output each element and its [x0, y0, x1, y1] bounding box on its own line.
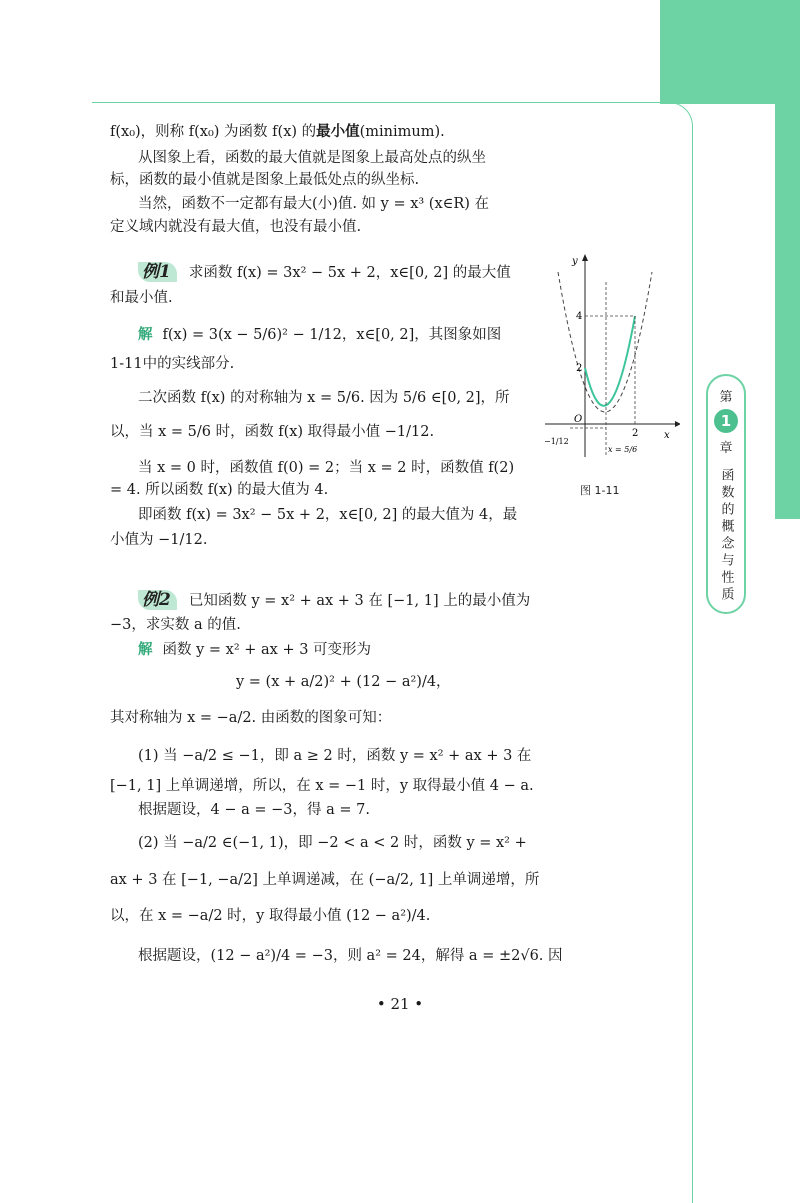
intro-line-4: 当然，函数不一定都有最大(小)值. 如 y = x³ (x∈R) 在: [138, 196, 490, 212]
ex2-formula: y = (x + a/2)² + (12 − a²)/4，: [236, 674, 451, 690]
intro-l1-text: f(x₀)，则称 f(x₀) 为函数 f(x) 的: [110, 124, 317, 140]
ex1-solution-line-4: 以，当 x = 5/6 时，函数 f(x) 取得最小值 −1/12.: [110, 424, 435, 440]
chapter-tab-top: [660, 0, 800, 104]
chapter-label-zhang: 章: [719, 441, 733, 456]
chapter-badge: [706, 374, 746, 614]
ex1-q1: 求函数 f(x) = 3x² − 5x + 2，x∈[0, 2] 的最大值: [188, 265, 511, 281]
ex2-q1: 已知函数 y = x² + ax + 3 在 [−1, 1] 上的最小值为: [188, 593, 531, 609]
ex2-solution-line-3: 其对称轴为 x = −a/2. 由函数的图象可知：: [110, 710, 392, 726]
figure-1-11: [540, 252, 680, 462]
figure-caption: 图 1-11: [580, 484, 620, 497]
ex2-s1: 函数 y = x² + ax + 3 可变形为: [162, 642, 372, 658]
ex2-question-line-1: [138, 590, 530, 611]
ex1-solution-line-8: 小值为 −1/12.: [110, 532, 208, 548]
solution-label: 解: [138, 326, 153, 343]
example-2-badge: 例2: [138, 590, 177, 610]
y-axis-arrow-icon: [582, 254, 588, 261]
min-label: −1/12: [544, 437, 569, 446]
ex1-solution-line-7: 即函数 f(x) = 3x² − 5x + 2，x∈[0, 2] 的最大值为 4，最: [138, 507, 518, 523]
chapter-label-top: 第: [719, 390, 733, 405]
intro-line-2: 从图象上看，函数的最大值就是图象上最高处点的纵坐: [138, 150, 486, 166]
ex2-question-line-2: −3，求实数 a 的值.: [110, 617, 241, 633]
chapter-title: 函数的概念与性质: [718, 468, 734, 604]
y-label: y: [572, 256, 578, 267]
ex1-question-line-2: 和最小值.: [110, 290, 173, 306]
ex1-solution-line-5: 当 x = 0 时，函数值 f(0) = 2；当 x = 2 时，函数值 f(2): [138, 460, 515, 476]
ex2-case-2-line-4: 根据题设，(12 − a²)/4 = −3，则 a² = 24，解得 a = ±2√6. 因: [138, 948, 563, 964]
ex2-case-2-line-1: (2) 当 −a/2 ∈(−1, 1)，即 −2 < a < 2 时，函数 y = x² +: [138, 835, 527, 851]
ex1-question-line-1: [138, 262, 511, 283]
intro-l1-tail: (minimum).: [359, 124, 445, 140]
origin-label: O: [574, 414, 583, 425]
x-label: x: [664, 430, 670, 441]
ex2-case-1-line-3: 根据题设，4 − a = −3，得 a = 7.: [138, 802, 370, 818]
ex1-solution-line-1: [138, 325, 501, 345]
ex2-case-2-line-2: ax + 3 在 [−1, −a/2] 上单调递减，在 (−a/2, 1] 上单调递增，所: [110, 872, 540, 888]
symmetry-label: x = 5/6: [608, 445, 638, 454]
intro-line-1: [110, 122, 445, 142]
ex1-solution-line-6: = 4. 所以函数 f(x) 的最大值为 4.: [110, 482, 329, 498]
tick-label-x2: 2: [632, 428, 639, 439]
ex1-solution-line-3: 二次函数 f(x) 的对称轴为 x = 5/6. 因为 5/6 ∈[0, 2]，所: [138, 390, 510, 406]
ex2-case-2-line-3: 以，在 x = −a/2 时，y 取得最小值 (12 − a²)/4.: [110, 908, 431, 924]
intro-line-5: 定义域内就没有最大值，也没有最小值.: [110, 219, 362, 235]
chapter-number: 1: [714, 409, 738, 433]
ex2-case-1-line-2: [−1, 1] 上单调递增，所以，在 x = −1 时，y 取得最小值 4 − a.: [110, 778, 534, 794]
parabola-solid-curve: [585, 316, 635, 406]
page-number: • 21 •: [376, 995, 424, 1013]
x-axis-arrow-icon: [675, 421, 680, 427]
chapter-tab-side: [775, 104, 800, 519]
ex1-s1: f(x) = 3(x − 5/6)² − 1/12，x∈[0, 2]，其图象如图: [162, 327, 502, 343]
solution-label-2: 解: [138, 641, 153, 658]
intro-line-3: 标，函数的最小值就是图象上最低处点的纵坐标.: [110, 172, 420, 188]
parabola-dashed-curve: [558, 272, 652, 412]
example-1-badge: 例1: [138, 262, 177, 282]
ex1-solution-line-2: 1-11中的实线部分.: [110, 356, 235, 372]
tick-label-4: 4: [576, 311, 583, 322]
ex2-case-1-line-1: (1) 当 −a/2 ≤ −1，即 a ≥ 2 时，函数 y = x² + ax + 3 在: [138, 748, 532, 764]
min-value-term: 最小值: [316, 123, 360, 140]
ex2-solution-line-1: [138, 640, 371, 660]
tick-label-2: 2: [576, 363, 583, 374]
